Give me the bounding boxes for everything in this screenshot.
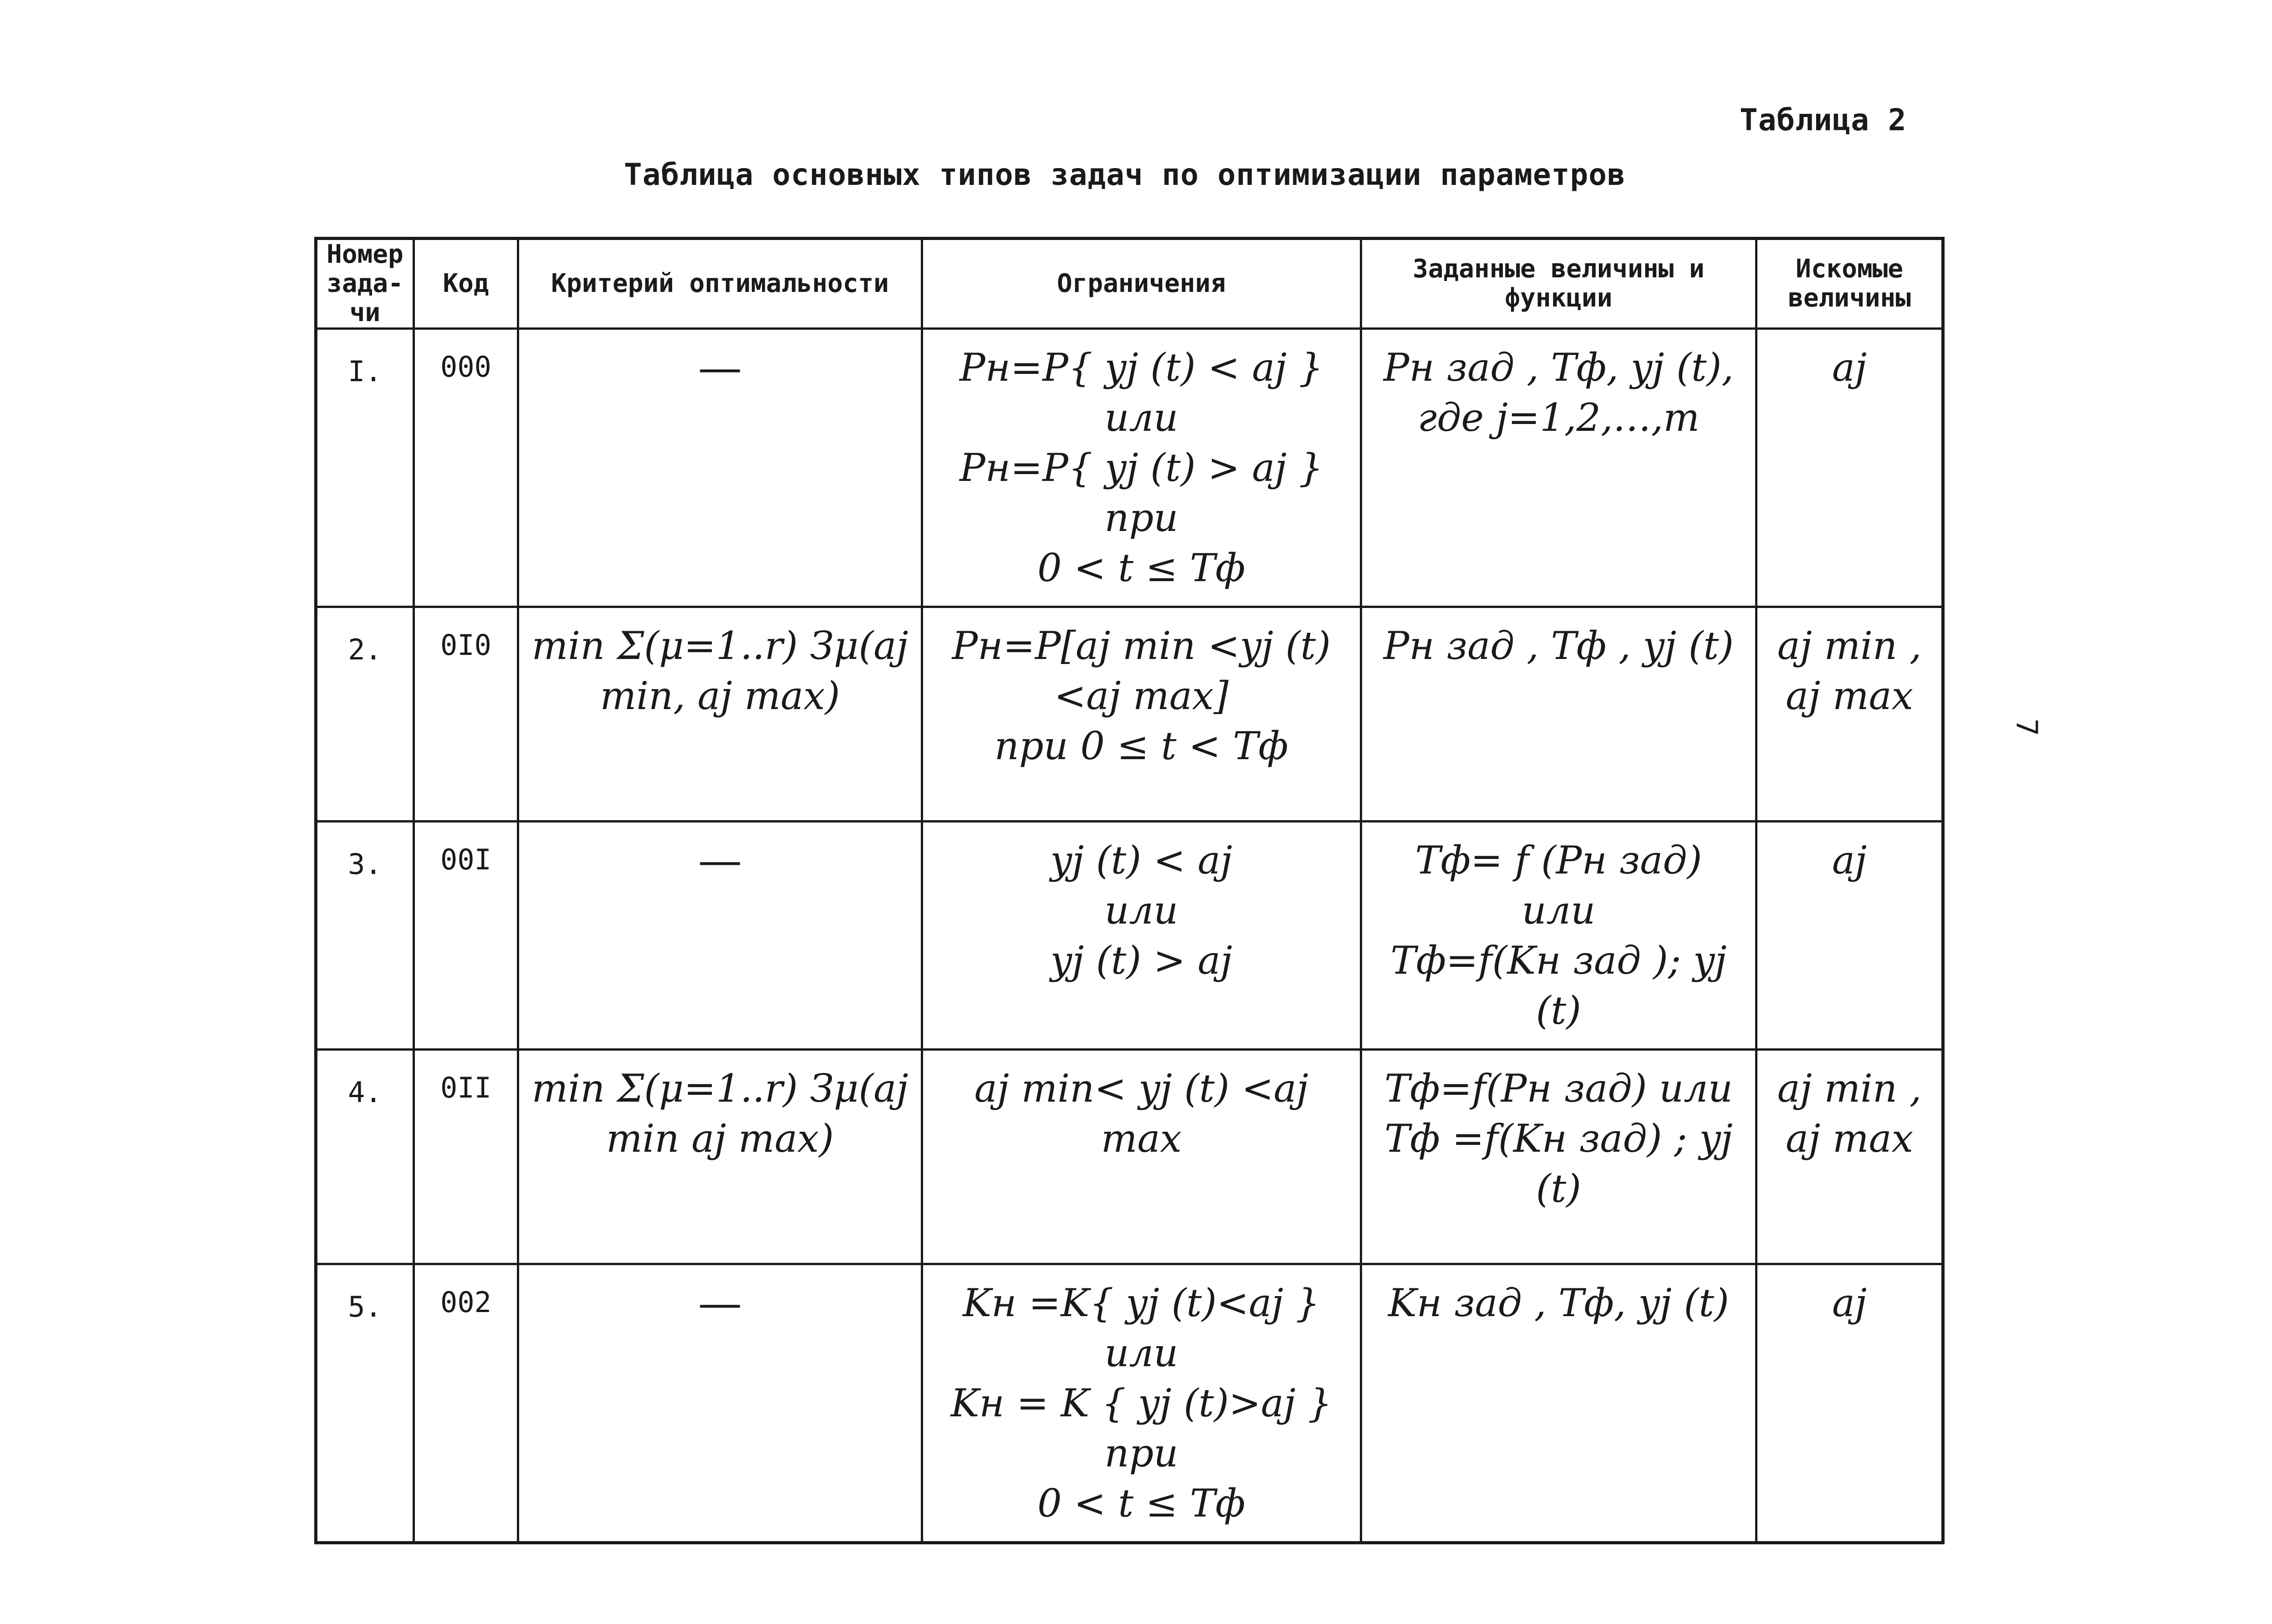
table-row [316,822,1943,1050]
table-row [316,1264,1943,1543]
table-row [316,329,1943,607]
cell-number: 4. [316,1050,414,1264]
cell-sought: aj [1756,329,1943,607]
cell-code: 002 [414,1264,518,1543]
optimization-tasks-table [314,237,1945,1544]
cell-number: 3. [316,822,414,1050]
column-header-given: Заданные величины и функции [1361,239,1756,329]
document-title: Таблица основных типов задач по оптимизации параметров [624,157,1626,192]
cell-code: 00I [414,822,518,1050]
header-row [316,239,1943,329]
cell-given: Pн зад , Tф, yj (t), где j=1,2,…,m [1361,329,1756,607]
cell-criterion: — [518,1264,922,1543]
cell-criterion: min Σ(μ=1..r) Зμ(aj min aj max) [518,1050,922,1264]
cell-constraints: Kн =K{ yj (t)<aj } или Kн = K { yj (t)>aj } при 0 < t ≤ Tф [922,1264,1361,1543]
cell-given: Pн зад , Tф , yj (t) [1361,607,1756,822]
cell-constraints: yj (t) < aj или yj (t) > aj [922,822,1361,1050]
cell-sought: aj [1756,822,1943,1050]
cell-number: I. [316,329,414,607]
cell-number: 2. [316,607,414,822]
table-row [316,607,1943,822]
cell-given: Tф= f (Pн зад) или Tф=f(Kн зад ); yj (t) [1361,822,1756,1050]
column-header-criterion: Критерий оптимальности [518,239,922,329]
column-header-code: Код [414,239,518,329]
column-header-sought: Искомые величины [1756,239,1943,329]
table-row [316,1050,1943,1264]
cell-sought: aj [1756,1264,1943,1543]
column-header-number: Номер зада-чи [316,239,414,329]
cell-code: 0I0 [414,607,518,822]
cell-sought: aj min , aj max [1756,607,1943,822]
page-side-mark: 7 [2009,718,2043,736]
cell-criterion: — [518,329,922,607]
cell-criterion: — [518,822,922,1050]
cell-constraints: Pн=P[aj min <yj (t)<aj max] при 0 ≤ t < Tф [922,607,1361,822]
cell-given: Kн зад , Tф, yj (t) [1361,1264,1756,1543]
cell-sought: aj min , aj max [1756,1050,1943,1264]
column-header-constraints: Ограничения [922,239,1361,329]
cell-code: 0II [414,1050,518,1264]
cell-number: 5. [316,1264,414,1543]
table-header [316,239,1943,329]
table-label: Таблица 2 [1740,102,1907,138]
cell-criterion: min Σ(μ=1..r) Зμ(aj min, aj max) [518,607,922,822]
table-body [316,329,1943,1543]
cell-given: Tф=f(Pн зад) или Tф =f(Kн зад) ; yj (t) [1361,1050,1756,1264]
cell-constraints: aj min< yj (t) <aj max [922,1050,1361,1264]
cell-constraints: Pн=P{ yj (t) < aj } или Pн=P{ yj (t) > aj } при 0 < t ≤ Tф [922,329,1361,607]
cell-code: 000 [414,329,518,607]
